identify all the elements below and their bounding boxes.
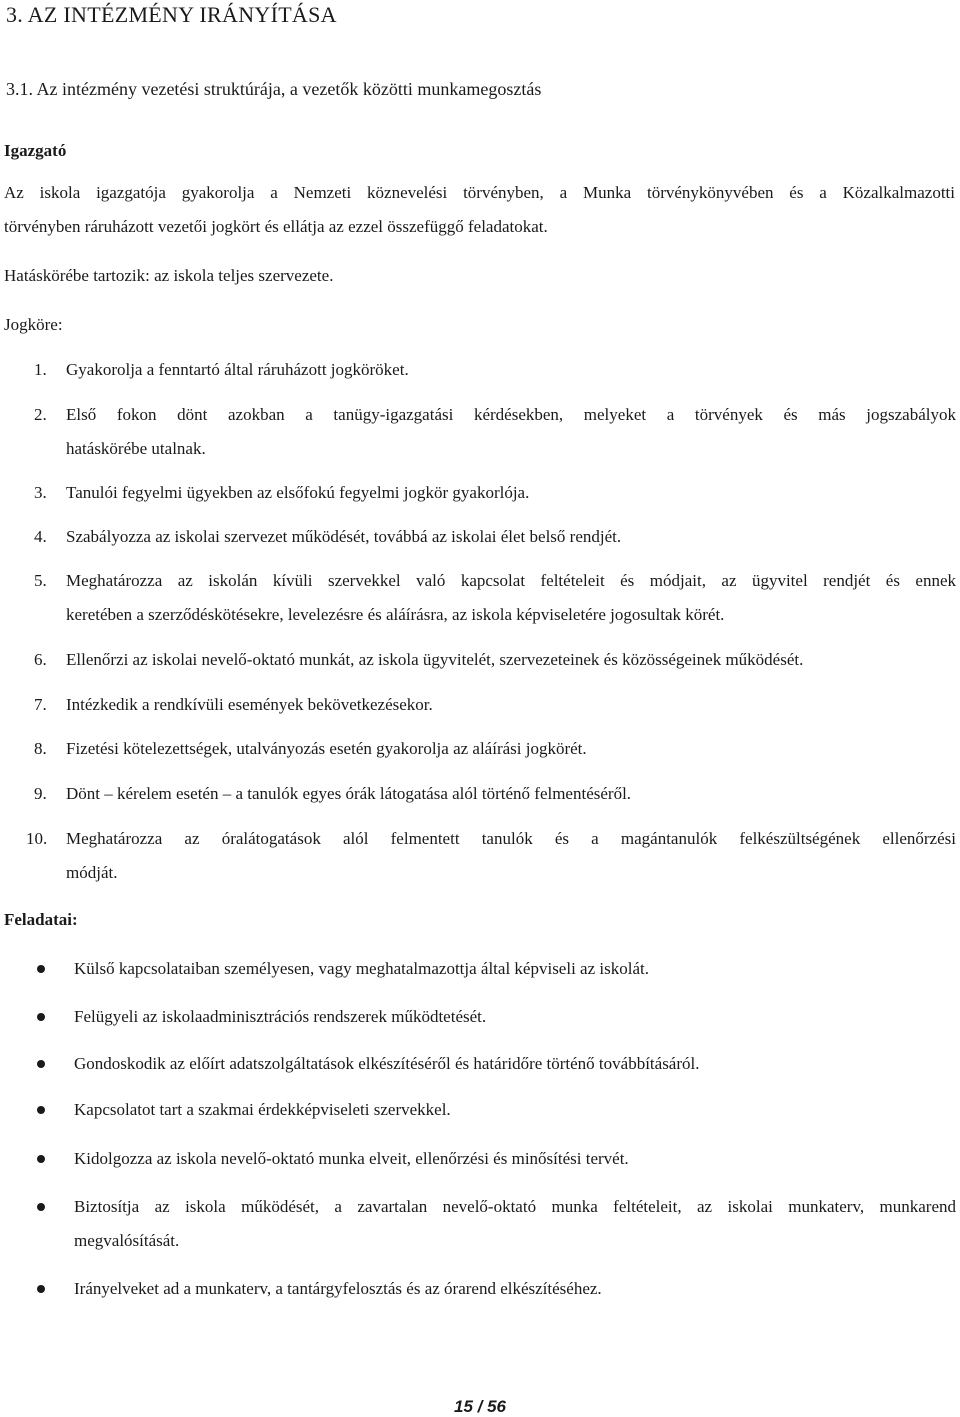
bullet-dot [37,1155,45,1163]
duties-label: Feladatai: [4,910,78,929]
authority-item-text: Dönt – kérelem esetén – a tanulók egyes órák látogatása alól történő felmentéséről. [66,784,632,803]
authority-item-number: 4. [34,527,47,546]
authority-item-number: 6. [34,650,47,669]
duty-item-text: Biztosítja az iskola működését, a zavartalan nevelő-oktató munka feltételeit, az iskolai munkaterv, munkarend [74,1197,956,1216]
duty-item-text: Felügyeli az iskolaadminisztrációs rendszerek működtetését. [74,1007,487,1026]
authority-item-text: Fizetési kötelezettségek, utalványozás esetén gyakorolja az aláírási jogkörét. [66,739,587,758]
bullet-dot [37,1106,45,1114]
authority-item-text: Intézkedik a rendkívüli események bekövetkezésekor. [66,695,433,714]
duty-item-text: megvalósítását. [74,1231,180,1250]
bullet-dot [37,1013,45,1021]
page-number: 15 / 56 [454,1397,506,1416]
bullet-dot [37,965,45,973]
authority-item-number: 1. [34,360,47,379]
authority-item-text: Meghatározza az iskolán kívüli szervekkel való kapcsolat feltételeit és módjait, az ügyvitel rendjét és ennek [66,571,956,590]
authority-item-text: Ellenőrzi az iskolai nevelő-oktató munkát, az iskola ügyvitelét, szervezeteinek és közösségeinek működését. [66,650,804,669]
authority-item-number: 7. [34,695,47,714]
authority-item-text: Meghatározza az óralátogatások alól felmentett tanulók és a magántanulók felkészültségének ellenőrzési [66,829,956,848]
authority-item-number: 9. [34,784,47,803]
intro-line-2: törvényben ráruházott vezetői jogkört és ellátja az ezzel összefüggő feladatokat. [4,217,548,236]
authority-item-number: 5. [34,571,47,590]
subsection-heading: Igazgató [4,141,67,160]
authority-item-text: módját. [66,863,118,882]
authority-item-number: 8. [34,739,47,758]
authority-item-number: 3. [34,483,47,502]
authority-item-number: 2. [34,405,47,424]
duty-item-text: Irányelveket ad a munkaterv, a tantárgyfelosztás és az órarend elkészítéséhez. [74,1279,602,1298]
authority-item-text: Első fokon dönt azokban a tanügy-igazgatási kérdésekben, melyeket a törvények és más jogszabályok [66,405,956,424]
scope-text: Hatáskörébe tartozik: az iskola teljes szervezete. [4,266,334,285]
duty-item-text: Külső kapcsolataiban személyesen, vagy meghatalmazottja által képviseli az iskolát. [74,959,649,978]
duty-item-text: Kapcsolatot tart a szakmai érdekképviseleti szervekkel. [74,1100,451,1119]
section-heading: 3.1. Az intézmény vezetési struktúrája, a vezetők közötti munkamegosztás [6,79,542,99]
chapter-heading: 3. AZ INTÉZMÉNY IRÁNYÍTÁSA [6,2,337,27]
authority-item-text: Gyakorolja a fenntartó által ráruházott jogköröket. [66,360,409,379]
bullet-dot [37,1203,45,1211]
bullet-dot [37,1285,45,1293]
authority-item-text: hatáskörébe utalnak. [66,439,206,458]
authority-item-text: Szabályozza az iskolai szervezet működését, továbbá az iskolai élet belső rendjét. [66,527,622,546]
intro-line-1: Az iskola igazgatója gyakorolja a Nemzeti köznevelési törvényben, a Munka törvénykönyvében és a Közalkalmazotti [4,183,955,202]
authority-label: Jogköre: [4,315,63,334]
bullet-dot [37,1060,45,1068]
authority-item-text: Tanulói fegyelmi ügyekben az elsőfokú fegyelmi jogkör gyakorlója. [66,483,530,502]
authority-item-number: 10. [26,829,48,848]
authority-item-text: keretében a szerződéskötésekre, levelezésre és aláírásra, az iskola képviseletére jogosultak körét. [66,605,725,624]
duty-item-text: Gondoskodik az előírt adatszolgáltatások elkészítéséről és határidőre történő továbbításáról. [74,1054,700,1073]
duty-item-text: Kidolgozza az iskola nevelő-oktató munka elveit, ellenőrzési és minősítési tervét. [74,1149,629,1168]
